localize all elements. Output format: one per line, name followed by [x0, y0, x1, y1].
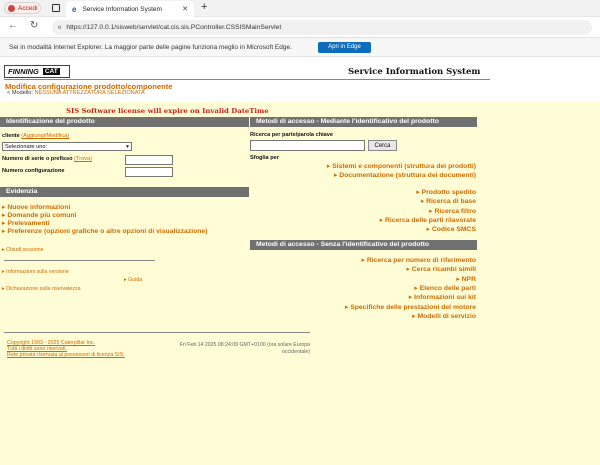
finning-logo	[4, 65, 70, 78]
serial-find-link[interactable]: (Trova)	[74, 156, 92, 162]
sis-page	[0, 57, 600, 465]
site-info-icon[interactable]: e	[58, 24, 62, 31]
header-divider	[4, 79, 490, 80]
profile-button[interactable]	[4, 2, 41, 14]
cliente-select[interactable]	[2, 142, 132, 151]
link-text: Sistemi e componenti (struttura dei prodotti)	[332, 163, 476, 170]
chevron-down-icon: ▼	[125, 144, 130, 150]
link-documentation[interactable]: ▸ Documentazione (struttura dei documenti)	[333, 172, 476, 179]
link-text: Domande più comuni	[7, 212, 77, 219]
system-title: Service Information System	[348, 67, 481, 77]
close-tab-icon[interactable]: ✕	[182, 6, 188, 13]
link-parts-list[interactable]: ▸ Elenco delle parti	[414, 285, 476, 292]
link-text: Nuove informazioni	[7, 204, 71, 211]
product-identification-bar: Identificazione del prodotto	[0, 117, 249, 127]
avatar-icon	[8, 5, 15, 12]
copyright-line-3[interactable]: Rete privata riservata ai possessori di licenza SIS.	[7, 352, 125, 358]
footer-divider	[4, 332, 310, 333]
link-text: Chiudi sessione	[6, 247, 44, 253]
open-in-edge-button[interactable]: Apri in Edge	[318, 42, 371, 53]
serial-label	[2, 156, 92, 162]
link-text: Informazioni sulla versione	[6, 269, 69, 275]
logo-text: FINNING	[8, 67, 39, 76]
link-text: Elenco delle parti	[419, 285, 476, 292]
tab-title: Service Information System	[82, 5, 162, 13]
link-filter-search[interactable]: ▸ Ricerca filtro	[429, 208, 476, 215]
model-prefix[interactable]: < Modello:	[7, 90, 33, 96]
link-new-info[interactable]: ▸ Nuove informazioni	[2, 204, 71, 211]
cliente-text: cliente	[2, 133, 20, 139]
model-value: NESSUNA ATTREZZATURA SELEZIONATA	[34, 90, 145, 96]
link-smcs-code[interactable]: ▸ Codice SMCS	[426, 226, 476, 233]
datetime: Fri Feb 14 2025 08:24:09 GMT+0100 (ora solare Europa occidentale)	[179, 342, 310, 355]
link-reference-number[interactable]: ▸ Ricerca per numero di riferimento	[361, 257, 476, 264]
link-text: Cerca ricambi simili	[411, 266, 476, 273]
link-basic-search[interactable]: ▸ Ricerca di base	[420, 198, 476, 205]
search-input[interactable]	[250, 140, 365, 151]
logo-badge: CAT	[44, 68, 58, 75]
cliente-edit-link[interactable]: (Aggiungi/Modifica)	[21, 133, 70, 139]
ie-mode-icon: e	[72, 4, 77, 14]
link-text: Modelli di servizio	[417, 313, 476, 320]
link-text: Dichiarazione sulla riservatezza	[6, 286, 81, 292]
page-title: Modifica configurazione prodotto/componente	[5, 82, 173, 91]
back-icon[interactable]: ←	[8, 20, 18, 31]
link-text: Ricerca filtro	[434, 208, 476, 215]
link-text: Ricerca per numero di riferimento	[366, 257, 476, 264]
serial-input[interactable]	[125, 155, 173, 165]
link-shipped-product[interactable]: ▸ Prodotto spedito	[416, 189, 476, 196]
cliente-label	[2, 133, 69, 139]
link-engine-specs[interactable]: ▸ Specifiche delle prestazioni del motore	[344, 304, 476, 311]
browse-label: Sfoglia per	[250, 155, 279, 161]
url-field[interactable]	[52, 20, 592, 35]
refresh-icon[interactable]: ↻	[30, 20, 39, 31]
version-info-link[interactable]: ▸ Informazioni sulla versione	[2, 269, 69, 275]
copyright-line-1[interactable]: Copyright 1993 - 2025 Caterpillar Inc.	[7, 340, 96, 346]
browser-tab-strip	[0, 0, 600, 17]
link-faq[interactable]: ▸ Domande più comuni	[2, 212, 77, 219]
new-tab-icon[interactable]: +	[201, 1, 208, 13]
license-warning: SIS Software license will expire on Invalid DateTime	[66, 107, 269, 115]
link-text: Guida	[128, 277, 143, 283]
guide-link[interactable]: ▸ Guida	[124, 277, 143, 283]
link-text: Prelevamenti	[7, 220, 50, 227]
link-systems-components[interactable]: ▸ Sistemi e componenti (struttura dei prodotti)	[326, 163, 476, 170]
link-text: Preferenze (opzioni grafiche o altre opzioni di visualizzazione)	[7, 228, 208, 235]
browser-tab[interactable]	[66, 1, 194, 17]
select-value: Selezionare uno:	[5, 144, 47, 150]
model-breadcrumb	[7, 90, 145, 96]
link-service-models[interactable]: ▸ Modelli di servizio	[412, 313, 476, 320]
divider	[4, 260, 155, 261]
serial-text: Numero di serie o prefisso	[2, 156, 73, 162]
profile-label: Accedi	[18, 4, 38, 12]
link-reworked-parts[interactable]: ▸ Ricerca delle parti rilavorate	[379, 217, 476, 224]
link-text: NPR	[461, 276, 476, 283]
evidence-bar: Evidenzia	[0, 187, 249, 197]
privacy-link[interactable]: ▸ Dichiarazione sulla riservatezza	[2, 286, 81, 292]
access-without-product-bar: Metodi di accesso - Senza l'identificativo del prodotto	[250, 240, 477, 250]
link-preferences[interactable]: ▸ Preferenze (opzioni grafiche o altre opzioni di visualizzazione)	[2, 228, 208, 235]
ie-mode-infobar	[0, 38, 600, 57]
access-by-product-bar: Metodi di accesso - Mediante l'identificativo del prodotto	[250, 117, 477, 127]
infobar-message: Sei in modalità Internet Explorer. La maggior parte delle pagine funziona meglio in Microsoft Edge.	[9, 44, 292, 51]
link-text: Informazioni sui kit	[414, 294, 476, 301]
search-label: Ricerca per parte/parola chiave	[250, 132, 334, 138]
search-button[interactable]: Cerca	[368, 140, 397, 151]
config-label: Numero configurazione	[2, 168, 65, 174]
link-downloads[interactable]: ▸ Prelevamenti	[2, 220, 50, 227]
link-text: Ricerca di base	[426, 198, 476, 205]
link-text: Codice SMCS	[431, 226, 476, 233]
link-kit-info[interactable]: ▸ Informazioni sui kit	[408, 294, 476, 301]
tab-actions-icon[interactable]	[52, 4, 60, 12]
link-text: Ricerca delle parti rilavorate	[384, 217, 476, 224]
close-session-link[interactable]: ▸ Chiudi sessione	[2, 247, 44, 253]
link-text: Prodotto spedito	[421, 189, 476, 196]
link-similar-parts[interactable]: ▸ Cerca ricambi simili	[406, 266, 476, 273]
url-text: https://127.0.0.1/sisweb/servlet/cat.cis.sis.PController.CSSISMainServlet	[66, 24, 282, 31]
copyright-line-2[interactable]: Tutti i diritti sono riservati.	[7, 346, 67, 352]
link-text: Specifiche delle prestazioni del motore	[350, 304, 476, 311]
link-npr[interactable]: ▸ NPR	[456, 276, 476, 283]
link-text: Documentazione (struttura dei documenti)	[339, 172, 476, 179]
address-bar	[0, 17, 600, 38]
config-input[interactable]	[125, 167, 173, 177]
